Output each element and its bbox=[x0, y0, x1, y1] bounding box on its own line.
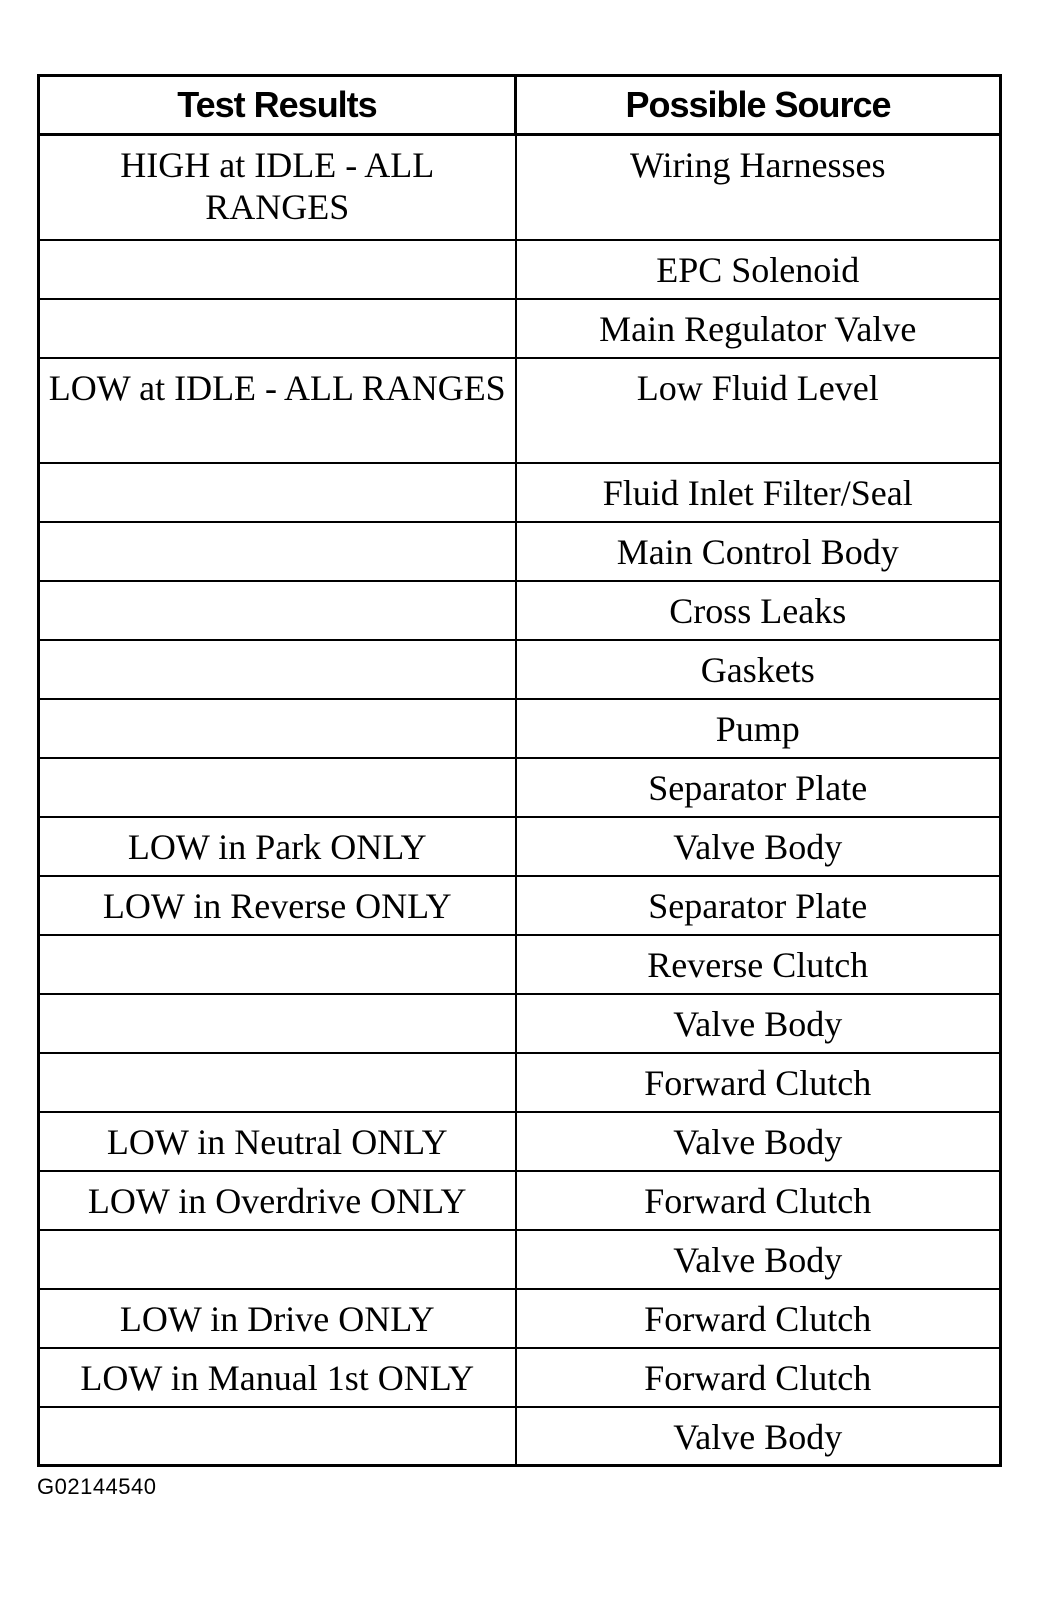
possible-source-cell: Valve Body bbox=[516, 994, 1001, 1053]
possible-source-cell: Reverse Clutch bbox=[516, 935, 1001, 994]
table-row bbox=[39, 817, 1001, 876]
header-possible-source: Possible Source bbox=[516, 76, 1001, 135]
header-test-results: Test Results bbox=[39, 76, 516, 135]
table-row bbox=[39, 935, 1001, 994]
diagnosis-table-container bbox=[37, 74, 999, 1467]
test-result-cell bbox=[39, 935, 516, 994]
possible-source-cell: EPC Solenoid bbox=[516, 240, 1001, 299]
table-header-row bbox=[39, 76, 1001, 135]
possible-source-cell: Fluid Inlet Filter/Seal bbox=[516, 463, 1001, 522]
table-row bbox=[39, 358, 1001, 463]
possible-source-cell: Gaskets bbox=[516, 640, 1001, 699]
test-result-cell: LOW in Reverse ONLY bbox=[39, 876, 516, 935]
possible-source-cell: Forward Clutch bbox=[516, 1171, 1001, 1230]
test-result-cell: LOW in Neutral ONLY bbox=[39, 1112, 516, 1171]
possible-source-cell: Valve Body bbox=[516, 1230, 1001, 1289]
table-row bbox=[39, 240, 1001, 299]
test-result-cell bbox=[39, 1407, 516, 1466]
test-result-cell bbox=[39, 640, 516, 699]
table-row bbox=[39, 1230, 1001, 1289]
test-result-cell bbox=[39, 240, 516, 299]
test-result-cell: LOW in Manual 1st ONLY bbox=[39, 1348, 516, 1407]
table-body bbox=[39, 135, 1001, 1466]
test-result-cell bbox=[39, 581, 516, 640]
possible-source-cell: Main Control Body bbox=[516, 522, 1001, 581]
test-result-cell: LOW in Drive ONLY bbox=[39, 1289, 516, 1348]
table-row bbox=[39, 299, 1001, 358]
table-row bbox=[39, 522, 1001, 581]
test-result-cell bbox=[39, 758, 516, 817]
figure-id: G02144540 bbox=[37, 1474, 157, 1499]
possible-source-cell: Separator Plate bbox=[516, 758, 1001, 817]
possible-source-cell: Valve Body bbox=[516, 1407, 1001, 1466]
test-result-cell: LOW in Park ONLY bbox=[39, 817, 516, 876]
pressure-test-table bbox=[37, 74, 1002, 1467]
table-row bbox=[39, 581, 1001, 640]
possible-source-cell: Forward Clutch bbox=[516, 1348, 1001, 1407]
table-row bbox=[39, 1112, 1001, 1171]
table-row bbox=[39, 640, 1001, 699]
table-row bbox=[39, 1171, 1001, 1230]
possible-source-cell: Cross Leaks bbox=[516, 581, 1001, 640]
table-row bbox=[39, 1407, 1001, 1466]
possible-source-cell: Forward Clutch bbox=[516, 1053, 1001, 1112]
test-result-cell: LOW at IDLE - ALL RANGES bbox=[39, 358, 516, 463]
possible-source-cell: Low Fluid Level bbox=[516, 358, 1001, 463]
possible-source-cell: Wiring Harnesses bbox=[516, 135, 1001, 240]
table-row bbox=[39, 994, 1001, 1053]
test-result-cell bbox=[39, 463, 516, 522]
possible-source-cell: Main Regulator Valve bbox=[516, 299, 1001, 358]
possible-source-cell: Valve Body bbox=[516, 1112, 1001, 1171]
table-row bbox=[39, 1053, 1001, 1112]
table-row bbox=[39, 1289, 1001, 1348]
possible-source-cell: Forward Clutch bbox=[516, 1289, 1001, 1348]
test-result-cell: LOW in Overdrive ONLY bbox=[39, 1171, 516, 1230]
test-result-cell bbox=[39, 994, 516, 1053]
test-result-cell: HIGH at IDLE - ALL RANGES bbox=[39, 135, 516, 240]
table-row bbox=[39, 463, 1001, 522]
test-result-cell bbox=[39, 299, 516, 358]
possible-source-cell: Separator Plate bbox=[516, 876, 1001, 935]
possible-source-cell: Pump bbox=[516, 699, 1001, 758]
table-row bbox=[39, 758, 1001, 817]
table-row bbox=[39, 1348, 1001, 1407]
table-row bbox=[39, 876, 1001, 935]
possible-source-cell: Valve Body bbox=[516, 817, 1001, 876]
table-row bbox=[39, 135, 1001, 240]
table-row bbox=[39, 699, 1001, 758]
test-result-cell bbox=[39, 1230, 516, 1289]
test-result-cell bbox=[39, 522, 516, 581]
test-result-cell bbox=[39, 1053, 516, 1112]
test-result-cell bbox=[39, 699, 516, 758]
